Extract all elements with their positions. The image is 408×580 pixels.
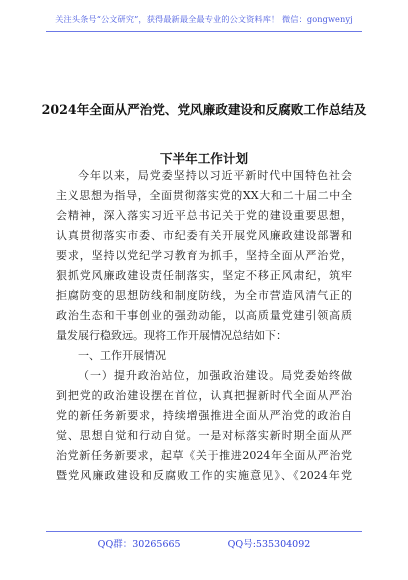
text-line: 政治生态和干事创业的强劲动能，以高质量党建引领高质 bbox=[56, 309, 352, 322]
document-title-line1: 2024年全面从严治党、党风廉政建设和反腐败工作总结及 bbox=[41, 102, 367, 117]
footer-divider bbox=[46, 531, 362, 532]
footer-qq-group: QQ群：30265665 bbox=[97, 539, 181, 550]
text-line: 会精神，深入落实习近平总书记关于党的建设重要思想， bbox=[56, 209, 352, 222]
footer-contact bbox=[0, 536, 408, 550]
text-line: 狠抓党风廉政建设责任制落实，坚定不移正风肃纪，筑牢 bbox=[56, 269, 352, 282]
text-line: 暨党风廉政建设和反腐败工作的实施意见》、《2024年党 bbox=[56, 469, 352, 482]
text-line: 要求，坚持以党纪学习教育为抓手，坚持全面从严治党， bbox=[56, 249, 352, 262]
text-line: 主义思想为指导，全面贯彻落实党的XX大和二十届二中全 bbox=[56, 189, 352, 202]
text-line: （一）提升政治站位，加强政治建设。局党委始终做 bbox=[78, 369, 352, 382]
text-line: 觉、思想自觉和行动自觉。一是对标落实新时期全面从严 bbox=[56, 429, 352, 442]
text-line: 治党新任务新要求，起草《关于推进2024年全面从严治党 bbox=[56, 449, 352, 462]
text-line: 认真贯彻落实市委、市纪委有关开展党风廉政建设部署和 bbox=[56, 229, 352, 242]
text-line: 党的新任务新要求，持续增强推进全面从严治党的政治自 bbox=[56, 409, 352, 422]
text-line: 今年以来，局党委坚持以习近平新时代中国特色社会 bbox=[78, 169, 352, 182]
text-line: 拒腐防变的思想防线和制度防线，为全市营造风清气正的 bbox=[56, 289, 352, 302]
document-title-line2: 下半年工作计划 bbox=[159, 151, 249, 166]
header-banner: 关注头条号“公文研究”，获得最新最全最专业的公文资料库！ 微信：gongwenyj bbox=[55, 14, 353, 24]
text-line: 到把党的政治建设摆在首位，认真把握新时代全面从严治 bbox=[56, 389, 352, 402]
section-heading: 一、工作开展情况 bbox=[78, 349, 166, 362]
header-divider bbox=[46, 31, 362, 32]
footer-qq-number: QQ号:535304092 bbox=[227, 539, 311, 550]
text-line: 量发展行稳致远。现将工作开展情况总结如下： bbox=[56, 329, 287, 342]
paragraph-intro bbox=[56, 166, 352, 486]
